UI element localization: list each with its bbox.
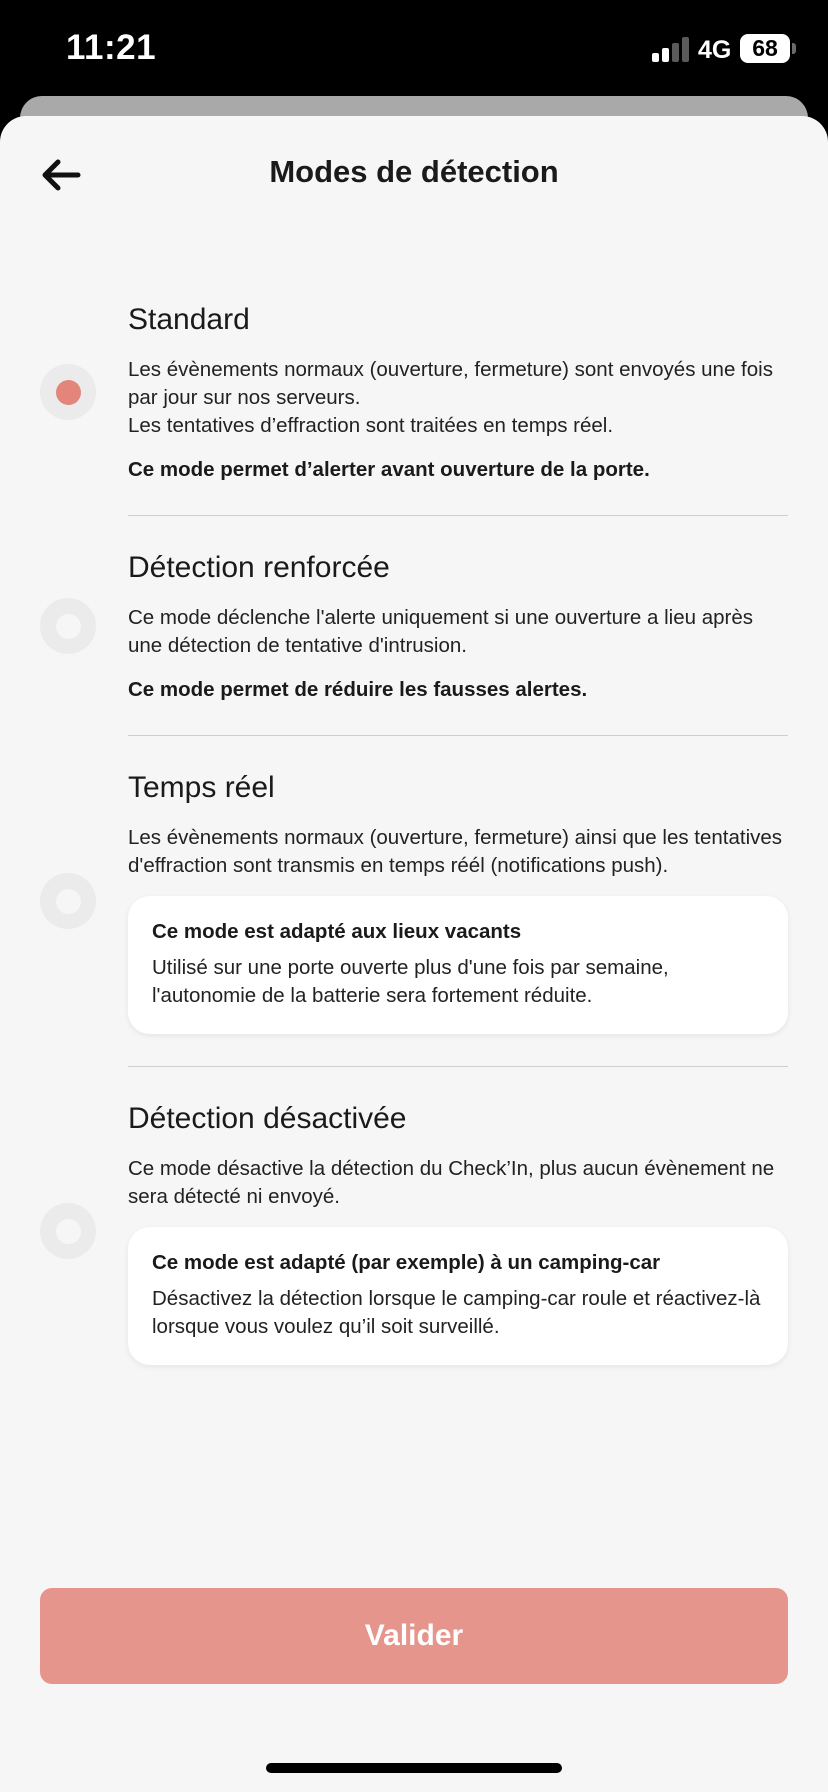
radio-detection-renforcee[interactable]: [40, 598, 96, 654]
radio-detection-desactivee[interactable]: [40, 1203, 96, 1259]
radio-dot: [56, 380, 81, 405]
info-card-text: Utilisé sur une porte ouverte plus d'une fois par semaine, l'autonomie de la batterie sera fortement réduite.: [152, 956, 669, 1007]
option-description: Les évènements normaux (ouverture, fermeture) ainsi que les tentatives d'effraction sont transmis en temps réél (notifications push).: [128, 826, 783, 877]
status-bar: [0, 0, 828, 100]
divider: [128, 735, 788, 736]
radio-standard[interactable]: [40, 364, 96, 420]
option-description: Ce mode déclenche l'alerte uniquement si une ouverture a lieu après une détection de tentative d'intrusion.: [128, 606, 753, 657]
option-standard[interactable]: [128, 302, 788, 484]
option-title: Détection renforcée: [128, 551, 390, 584]
home-indicator: [266, 1763, 562, 1773]
modal-sheet: [0, 116, 828, 1792]
validate-button[interactable]: Valider: [40, 1588, 788, 1684]
radio-dot: [56, 889, 81, 914]
option-temps-reel[interactable]: [128, 770, 788, 1034]
battery-tip: [792, 43, 796, 54]
signal-strength-icon: [652, 36, 690, 62]
radio-temps-reel[interactable]: [40, 873, 96, 929]
status-time: 11:21: [66, 28, 157, 67]
option-title: Détection désactivée: [128, 1102, 407, 1135]
info-card: [128, 896, 788, 1034]
option-description: Les évènements normaux (ouverture, fermeture) sont envoyés une fois par jour sur nos serveurs. Les tentatives d’effraction sont traitées en temps réel.: [128, 358, 773, 437]
info-card: [128, 1227, 788, 1365]
radio-dot: [56, 1219, 81, 1244]
option-emphasis: Ce mode permet d’alerter avant ouverture de la porte.: [128, 458, 650, 481]
option-detection-renforcee[interactable]: [128, 550, 788, 704]
option-title: Temps réel: [128, 771, 275, 804]
option-description: Ce mode désactive la détection du Check’In, plus aucun évènement ne sera détecté ni envoyé.: [128, 1157, 775, 1208]
divider: [128, 1066, 788, 1067]
option-detection-desactivee[interactable]: [128, 1101, 788, 1365]
info-card-title: Ce mode est adapté (par exemple) à un camping-car: [152, 1251, 661, 1274]
page-title: Modes de détection: [269, 154, 559, 189]
option-title: Standard: [128, 303, 250, 336]
info-card-text: Désactivez la détection lorsque le camping-car roule et réactivez-là lorsque vous voulez qu’il soit surveillé.: [152, 1287, 761, 1338]
info-card-title: Ce mode est adapté aux lieux vacants: [152, 920, 522, 943]
option-emphasis: Ce mode permet de réduire les fausses alertes.: [128, 678, 588, 701]
network-type: 4G: [698, 36, 732, 64]
radio-dot: [56, 614, 81, 639]
divider: [128, 515, 788, 516]
battery-icon: 68: [740, 34, 790, 63]
